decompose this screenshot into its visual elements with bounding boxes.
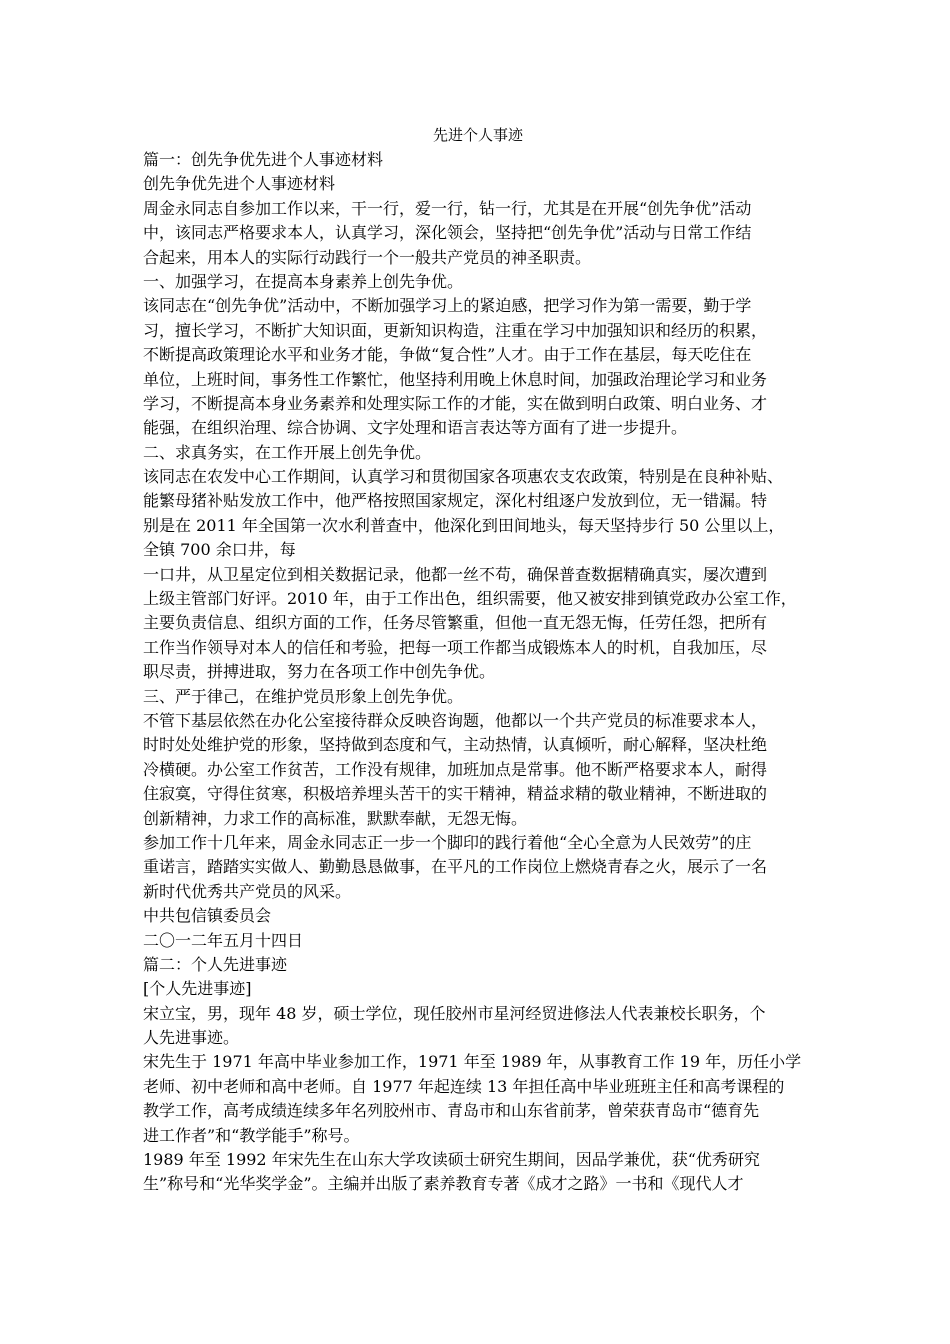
text-line: 篇二：个人先进事迹	[143, 954, 288, 974]
text-line: 单位，上班时间，事务性工作繁忙，他坚持利用晚上休息时间，加强政治理论学习和业务	[143, 369, 768, 389]
text-line: 主要负责信息、组织方面的工作，任务尽管繁重，但他一直无怨无悔，任劳任怨，把所有	[143, 613, 768, 633]
text-line: 工作当作领导对本人的信任和考验，把每一项工作都当成锻炼本人的时机，自我加压，尽	[143, 637, 768, 657]
text-line: 习，擅长学习，不断扩大知识面，更新知识构造，注重在学习中加强知识和经历的积累，	[143, 320, 768, 340]
text-line: 不管下基层依然在办化公室接待群众反映咨询题，他都以一个共产党员的标准要求本人，	[143, 710, 768, 730]
text-line: 重诺言，踏踏实实做人、勤勤恳恳做事，在平凡的工作岗位上燃烧青春之火，展示了一名	[143, 857, 768, 877]
text-line: 不断提高政策理论水平和业务才能，争做“复合性”人才。由于工作在基层，每天吃住在	[143, 345, 752, 365]
text-line: 该同志在“创先争优”活动中，不断加强学习上的紧迫感，把学习作为第一需要，勤于学	[143, 296, 752, 316]
text-line: 老师、初中老师和高中老师。自 1977 年起连续 13 年担任高中毕业班班主任和高考课程的	[143, 1076, 785, 1096]
text-line: 中，该同志严格要求本人，认真学习，深化领会，坚持把“创先争优”活动与日常工作结	[143, 223, 752, 243]
text-line: 一口井，从卫星定位到相关数据记录，他都一丝不苟，确保普查数据精确真实，屡次遭到	[143, 564, 768, 584]
document-body	[143, 148, 813, 1197]
text-line: 时时处处维护党的形象，坚持做到态度和气，主动热情，认真倾听，耐心解释，坚决杜绝	[143, 735, 768, 755]
text-line: 创新精神，力求工作的高标准，默默奉献，无怨无悔。	[143, 808, 528, 828]
text-line: 全镇 700 余口井，每	[143, 540, 296, 560]
text-line: 学习，不断提高本身业务素养和处理实际工作的才能，实在做到明白政策、明白业务、才	[143, 393, 768, 413]
text-line: 能繁母猪补贴发放工作中，他严格按照国家规定，深化村组逐户发放到位，无一错漏。特	[143, 491, 768, 511]
text-line: 一、加强学习，在提高本身素养上创先争优。	[143, 271, 464, 291]
text-line: 创先争优先进个人事迹材料	[143, 174, 336, 194]
text-line: 周金永同志自参加工作以来，干一行，爱一行，钻一行，尤其是在开展“创先争优”活动	[143, 198, 752, 218]
text-line: 进工作者”和“教学能手”称号。	[143, 1125, 360, 1145]
text-line: 参加工作十几年来，周金永同志正一步一个脚印的践行着他“全心全意为人民效劳”的庄	[143, 832, 752, 852]
text-line: 宋立宝，男，现年 48 岁，硕士学位，现任胶州市星河经贸进修法人代表兼校长职务，个	[143, 1003, 766, 1023]
text-line: 该同志在农发中心工作期间，认真学习和贯彻国家各项惠农支农政策，特别是在良种补贴、	[143, 467, 784, 487]
text-line: 二、求真务实，在工作开展上创先争优。	[143, 442, 432, 462]
text-line: 职尽责，拼搏进取，努力在各项工作中创先争优。	[143, 662, 496, 682]
text-line: 教学工作，高考成绩连续多年名列胶州市、青岛市和山东省前茅，曾荣获青岛市“德育先	[143, 1101, 760, 1121]
text-line: 1989 年至 1992 年宋先生在山东大学攻读硕士研究生期间，因品学兼优，获“优秀研究	[143, 1150, 760, 1170]
document-title: 先进个人事迹	[432, 126, 523, 144]
text-line: 冷横硬。办公室工作贫苦，工作没有规律，加班加点是常事。他不断严格要求本人，耐得	[143, 759, 768, 779]
text-line: 中共包信镇委员会	[143, 906, 272, 926]
text-line: 上级主管部门好评。2010 年，由于工作出色，组织需要，他又被安排到镇党政办公室工作，	[143, 589, 797, 609]
text-line: 住寂寞，守得住贫寒，积极培养埋头苦干的实干精神，精益求精的敬业精神，不断进取的	[143, 784, 768, 804]
text-line: [个人先进事迹]	[143, 979, 252, 999]
text-line: 篇一：创先争优先进个人事迹材料	[143, 150, 384, 169]
text-line: 宋先生于 1971 年高中毕业参加工作，1971 年至 1989 年，从事教育工作 19 年，历任小学	[143, 1052, 802, 1072]
text-line: 别是在 2011 年全国第一次水利普查中，他深化到田间地头，每天坚持步行 50 公里以上，	[143, 515, 785, 535]
text-line: 人先进事迹。	[143, 1028, 240, 1048]
text-line: 二〇一二年五月十四日	[143, 930, 304, 950]
text-line: 生”称号和“光华奖学金”。主编并出版了素养教育专著《成才之路》一书和《现代人才	[143, 1174, 744, 1194]
text-line: 新时代优秀共产党员的风采。	[143, 881, 352, 901]
text-line: 合起来，用本人的实际行动践行一个一般共产党员的神圣职责。	[143, 247, 592, 267]
document-page	[143, 124, 813, 1197]
text-line: 能强，在组织治理、综合协调、文字处理和语言表达等方面有了进一步提升。	[143, 418, 688, 438]
text-line: 三、严于律己，在维护党员形象上创先争优。	[143, 686, 464, 706]
